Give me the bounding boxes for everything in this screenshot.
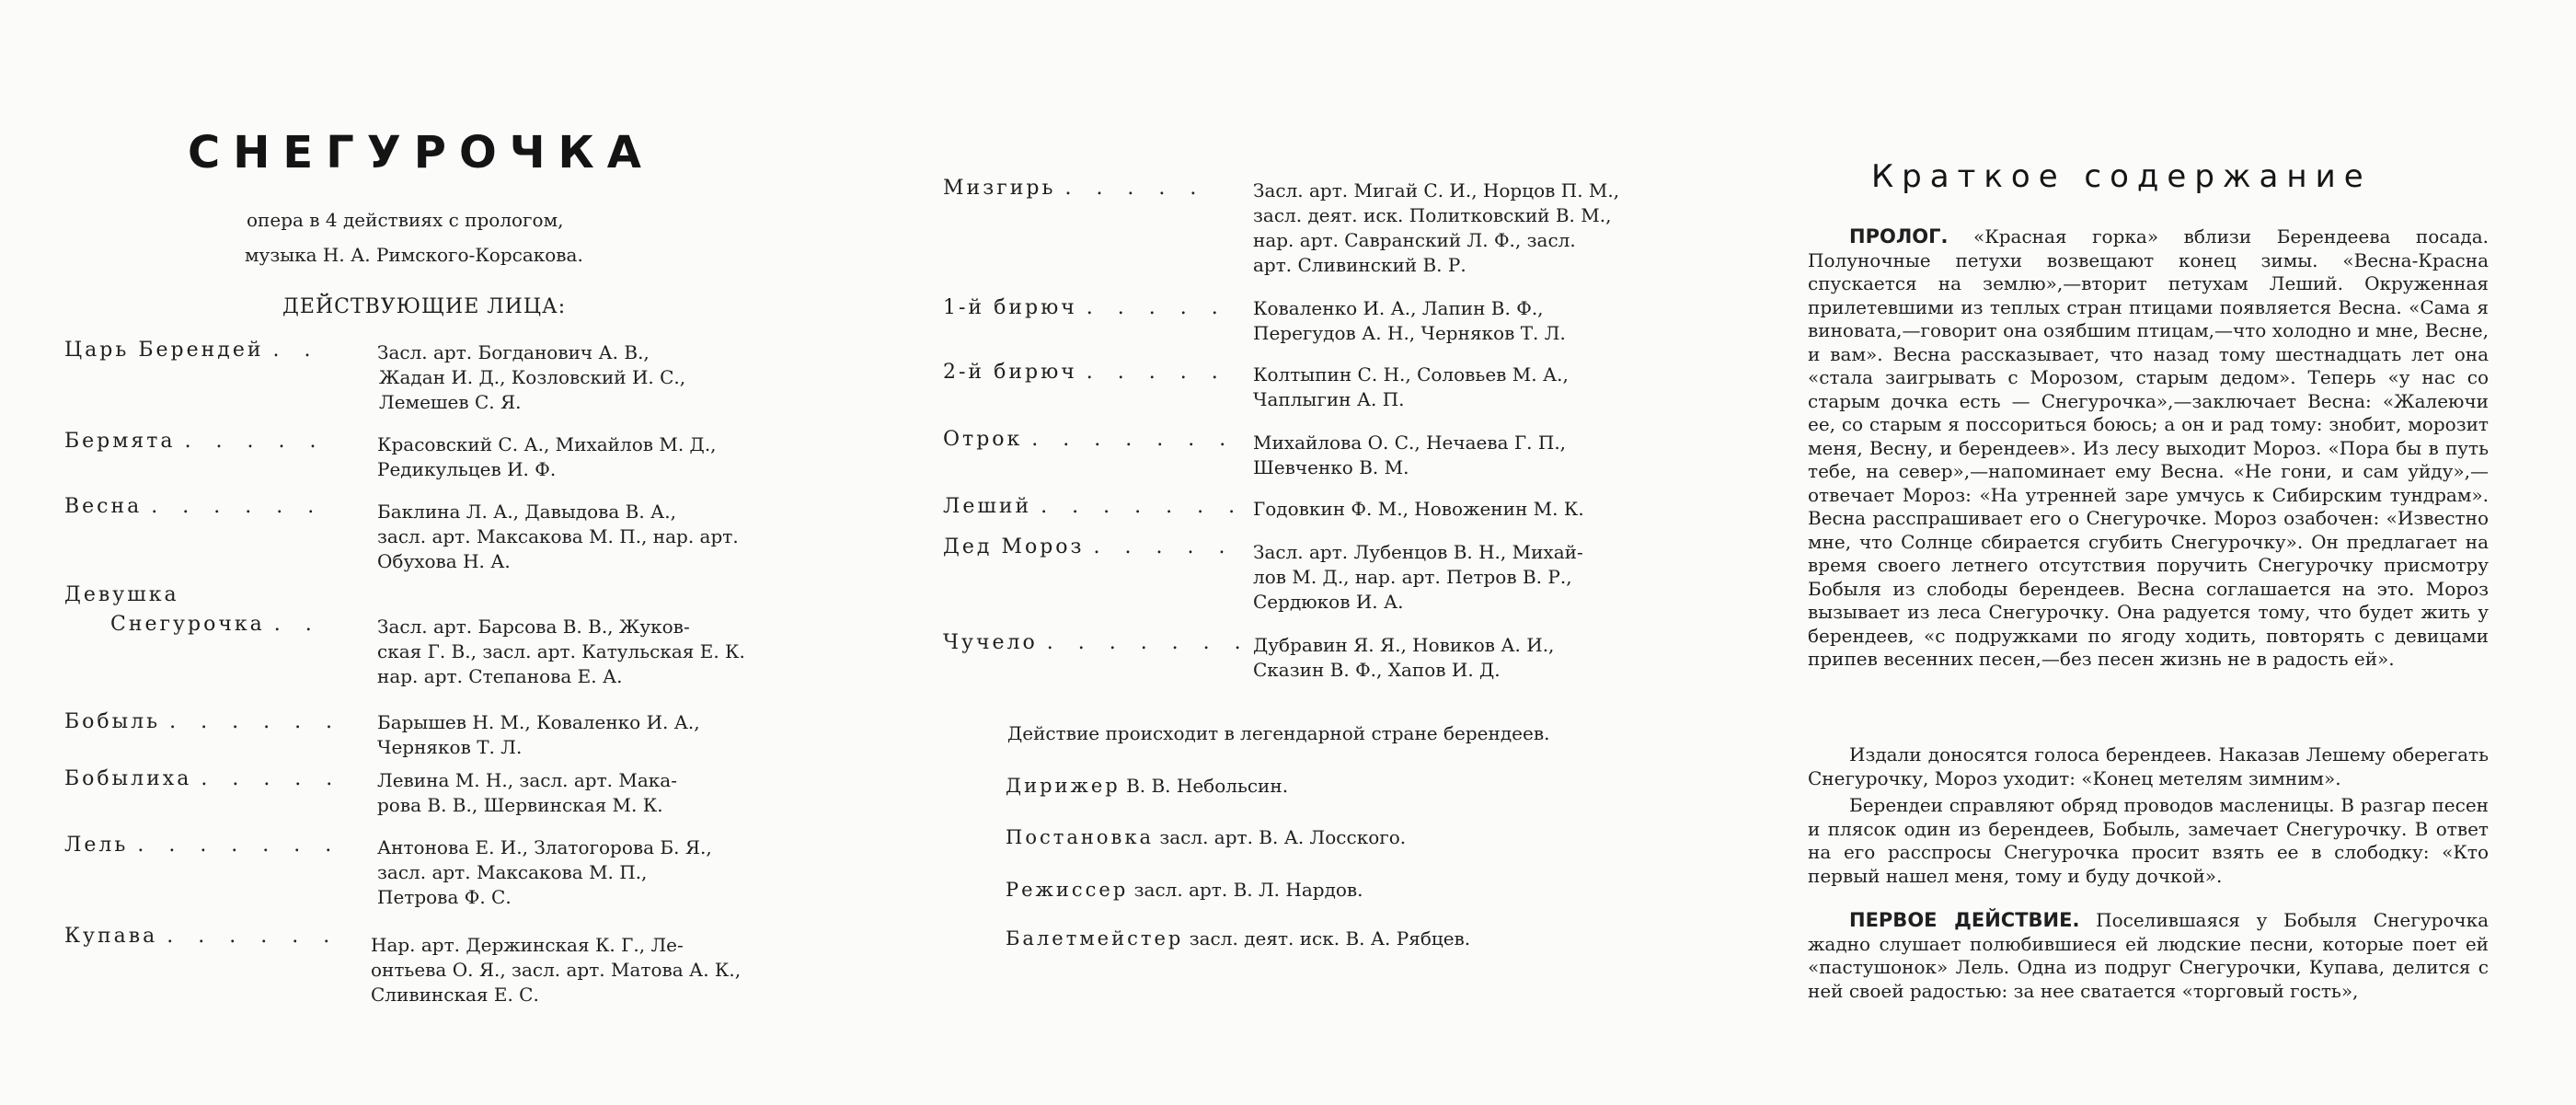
role-actors: Засл. арт. Барсова В. В., Жуков- ская Г. В., засл. арт. Катульская Е. К. нар. арт. Степанова Е. А. [377, 616, 745, 687]
role-actors: Нар. арт. Держинская К. Г., Ле- онтьева О. Я., засл. арт. Матова А. К., Сливинская Е. С. [371, 934, 742, 1006]
role-name: Мизгирь . . . . . [943, 177, 1206, 200]
role-name: Царь Берендей . . [64, 339, 320, 362]
role-actors: Коваленко И. А., Лапин В. Ф., Перегудов А. Н., Черняков Т. Л. [1253, 297, 1566, 344]
role-name: Бобылиха . . . . . [64, 767, 342, 790]
left-page [64, 0, 800, 1105]
cast-heading: ДЕЙСТВУЮЩИЕ ЛИЦА: [282, 295, 567, 318]
role-actors: Михайлова О. С., Нечаева Г. П., Шевченко В. М. [1253, 432, 1567, 478]
role-actors: Засл. арт. Лубенцов В. Н., Михай- лов М. Д., нар. арт. Петров В. Р., Сердюков И. А. [1253, 541, 1583, 613]
opera-title: СНЕГУРОЧКА [188, 127, 654, 178]
setting-note: Действие происходит в легендарной стране берендеев. [1007, 722, 1550, 744]
synopsis-act-one: ПЕРВОЕ ДЕЙСТВИЕ. Поселившаяся у Бобыля Снегурочка жадно слушает полюбившиеся ей людские песни, которые поет ей «пастушонок» Лель. Одна из подруг Снегурочки, Купава, делится с ней своей радостью: за нее сватается «торговый гость», [1808, 909, 2489, 1002]
role-name: Чучело . . . . . . . [943, 631, 1250, 654]
role-actors: Годовкин Ф. М., Новоженин М. К. [1253, 498, 1584, 520]
synopsis-prologue: ПРОЛОГ. «Красная горка» вблизи Берендеева посада. Полуночные петухи возвещают конец зимы. «Весна-Красна спускается на землю»,—вторит петухам Леший. Окруженная прилетевшими из теплых стран птицами появляется Весна. «Сама я виновата,—говорит она озябшим птицам,—что холодно и мне, Весне, и вам». Весна рассказывает, что назад тому шестнадцать лет она «стала заигрывать с Морозом, старым дедом». Теперь «у нас со старым дочка есть — Снегурочка»,—заключает Весна: «Жалеючи ее, со старым я поссориться боюсь; а он и рад тому: знобит, морозит меня, Весну, и берендеев». Из лесу выходит Мороз. «Пора бы в путь тебе, на север»,—напоминает ему Весна. «Не гони, и сам уйду»,—отвечает Мороз: «На утренней заре умчусь к Сибирским тундрам». Весна расспрашивает его о Снегурочке. Мороз озабочен: «Известно мне, что Солнце сбирается сгубить Снегурочку». Он предлагает на время своего летнего отсутствия поручить Снегурочку присмотру Бобыля из слободы берендеев. Весна соглашается на это. Мороз вызывает из леса Снегурочку. Она радуется тому, что будет жить у берендеев, «с подружками по ягоду ходить, повторять с девицами припев весенних песен,—без песен жизнь не в радость ей». [1808, 225, 2490, 670]
role-actors: Красовский С. А., Михайлов М. Д., Редикульцев И. Ф. [377, 433, 717, 480]
role-name: Бобыль . . . . . . [64, 710, 342, 733]
staging-credit: Постановка засл. арт. В. А. Лосского. [1006, 826, 1407, 848]
role-name: Лель . . . . . . . [64, 834, 341, 857]
role-actors: Барышев Н. М., Коваленко И. А., Черняков Т. Л. [377, 711, 700, 758]
role-name: Купава . . . . . . [64, 925, 339, 948]
conductor-credit: Дирижер В. В. Небольсин. [1006, 775, 1289, 797]
role-actors: Дубравин Я. Я., Новиков А. И., Сказин В. Ф., Хапов И. Д. [1253, 634, 1555, 681]
synopsis-title: Краткое содержание [1871, 158, 2372, 195]
ballet-credit: Балетмейстер засл. деят. иск. В. А. Рябцев. [1006, 927, 1471, 950]
role-name: 1-й бирюч . . . . . [943, 296, 1227, 319]
role-name: Весна . . . . . . [64, 495, 324, 518]
role-actors: Антонова Е. И., Златогорова Б. Я., засл. арт. Максакова М. П., Петрова Ф. С. [377, 836, 712, 908]
role-actors: Баклина Л. А., Давыдова В. А., засл. арт. Максакова М. П., нар. арт. Обухова Н. А. [377, 501, 739, 572]
role-name: Бермята . . . . . [64, 430, 326, 453]
role-name: Отрок . . . . . . . [943, 428, 1236, 451]
role-name-continued: Снегурочка . . [110, 613, 321, 636]
role-actors: Засл. арт. Богданович А. В., Жадан И. Д., Козловский И. С., Лемешев С. Я. [377, 341, 686, 413]
opera-subtitle-1: опера в 4 действиях с прологом, [247, 209, 564, 231]
director-credit: Режиссер засл. арт. В. Л. Нардов. [1006, 879, 1363, 901]
right-page [1808, 0, 2490, 1105]
role-name: Дед Мороз . . . . . [943, 535, 1235, 558]
opera-subtitle-2: музыка Н. А. Римского-Корсакова. [245, 244, 583, 266]
synopsis-paragraph: Берендеи справляют обряд проводов масленицы. В разгар песен и плясок один из берендеев, Бобыль, замечает Снегурочку. В ответ на его расспросы Снегурочка просит взять ее в слободку: «Кто первый нашел меня, тому и буду дочкой». [1808, 794, 2489, 887]
role-name: 2-й бирюч . . . . . [943, 361, 1227, 384]
middle-page [943, 0, 1679, 1105]
role-actors: Засл. арт. Мигай С. И., Норцов П. М., засл. деят. иск. Политковский В. М., нар. арт. Савранский Л. Ф., засл. арт. Сливинский В. Р. [1253, 179, 1620, 276]
role-name: Леший . . . . . . . [943, 495, 1245, 518]
role-name: Девушка [64, 583, 179, 606]
role-actors: Колтыпин С. Н., Соловьев М. А., Чаплыгин А. П. [1253, 363, 1569, 410]
role-actors: Левина М. Н., засл. арт. Мака- рова В. В., Шервинская М. К. [377, 769, 677, 816]
synopsis-paragraph: Издали доносятся голоса берендеев. Наказав Лешему оберегать Снегурочку, Мороз уходит: «Конец метелям зимним». [1808, 743, 2489, 789]
